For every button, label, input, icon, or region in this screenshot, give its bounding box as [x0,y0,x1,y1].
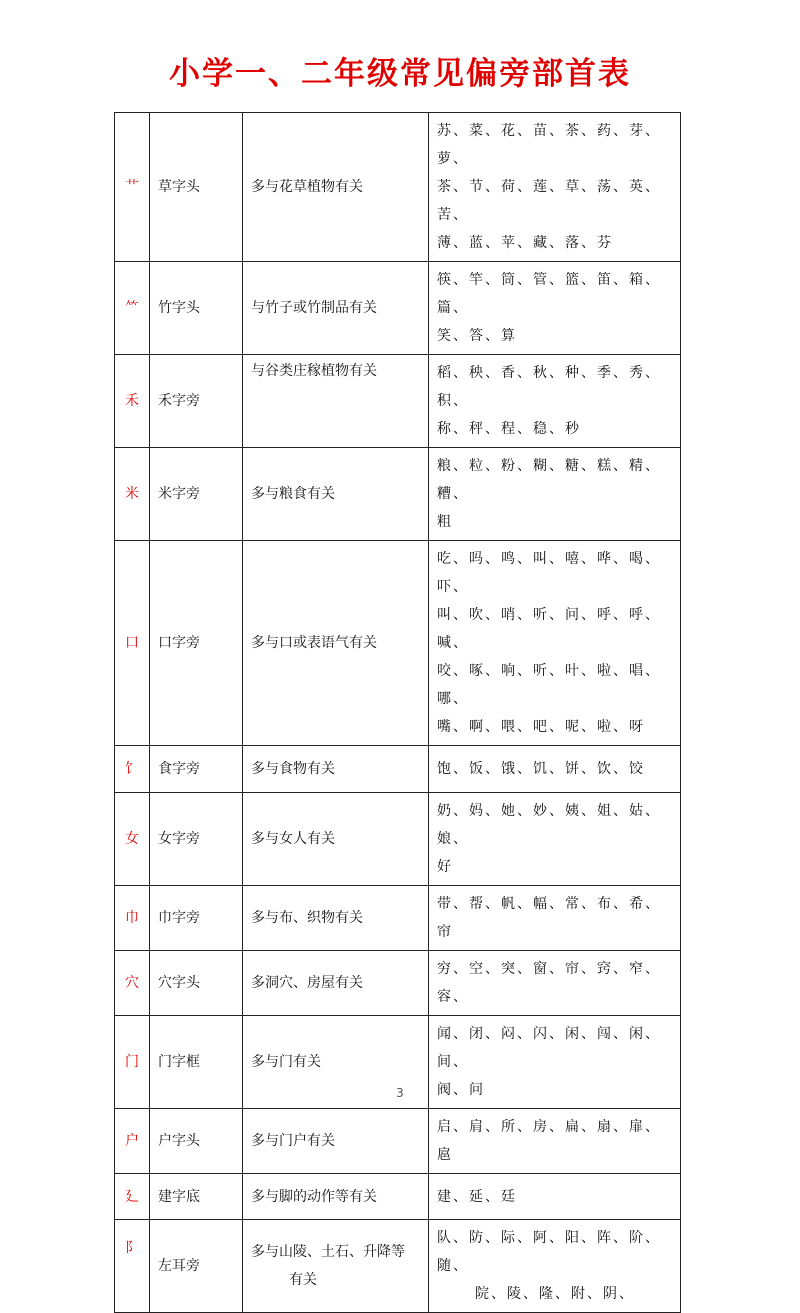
table-row [115,355,681,448]
chars-cell [429,1109,681,1174]
radical-cell: 巾 [115,886,150,951]
meaning-cell: 多与布、织物有关 [243,886,429,951]
table-row [115,113,681,262]
meaning-line-text: 有关 [289,1272,317,1288]
meaning-cell: 与竹子或竹制品有关 [243,262,429,355]
chars-line: 苏、菜、花、苗、茶、药、芽、萝、 [437,123,661,167]
chars-cell [429,951,681,1016]
table-row [115,793,681,886]
radical-cell: 口 [115,541,150,746]
radical-cell: 穴 [115,951,150,1016]
chars-line: 粗 [437,514,453,530]
name-cell: 穴字头 [150,951,243,1016]
chars-line: 吃、吗、鸣、叫、嘻、哗、喝、吓、 [437,551,661,595]
name-cell: 门字框 [150,1016,243,1109]
radical-cell: 女 [115,793,150,886]
name-cell: 女字旁 [150,793,243,886]
radical-table [114,112,681,1313]
chars-line: 茶、节、荷、莲、草、荡、英、苦、 [437,179,661,223]
table-row [115,1109,681,1174]
chars-line: 穷、空、突、窗、帘、窍、窄、容、 [437,961,661,1005]
chars-cell [429,541,681,746]
page-title: 小学一、二年级常见偏旁部首表 [169,56,631,92]
meaning-cell: 与谷类庄稼植物有关 [243,355,429,448]
table-row [115,1220,681,1313]
radical-cell: 艹 [115,113,150,262]
name-cell: 禾字旁 [150,355,243,448]
chars-line-text: 院、陵、隆、附、阴、 [475,1286,635,1302]
chars-line: 粮、粒、粉、糊、糖、糕、精、糟、 [437,458,661,502]
name-cell: 竹字头 [150,262,243,355]
chars-cell [429,793,681,886]
chars-line: 笑、答、算 [437,328,517,344]
meaning-cell: 多与女人有关 [243,793,429,886]
meaning-cell: 多与花草植物有关 [243,113,429,262]
radical-cell: 廴 [115,1174,150,1220]
meaning-line [251,1266,420,1294]
name-cell: 草字头 [150,113,243,262]
chars-cell [429,262,681,355]
table-row [115,1174,681,1220]
chars-line: 队、防、际、阿、阳、阵、阶、随、 [437,1230,661,1274]
name-cell: 建字底 [150,1174,243,1220]
chars-cell [429,746,681,793]
chars-cell [429,355,681,448]
chars-cell [429,1220,681,1313]
chars-line: 薄、蓝、苹、藏、落、芬 [437,235,613,251]
radical-cell: 门 [115,1016,150,1109]
name-cell: 食字旁 [150,746,243,793]
chars-line: 启、肩、所、房、扁、扇、扉、扈 [437,1119,661,1163]
meaning-cell: 多与脚的动作等有关 [243,1174,429,1220]
name-cell: 巾字旁 [150,886,243,951]
chars-line: 建、延、廷 [437,1188,517,1205]
chars-line: 稻、秧、香、秋、种、季、秀、积、 [437,365,661,409]
name-cell: 左耳旁 [150,1220,243,1313]
table-row [115,541,681,746]
chars-line [437,1280,672,1308]
chars-line: 阀、问 [437,1082,485,1098]
chars-line: 闻、闭、闷、闪、闲、闯、闲、间、 [437,1026,661,1070]
radical-cell: 米 [115,448,150,541]
meaning-cell: 多与门有关 [243,1016,429,1109]
chars-line: 好 [437,859,453,875]
chars-line: 奶、妈、她、妙、姨、姐、姑、娘、 [437,803,661,847]
table-row [115,746,681,793]
radical-cell: 饣 [115,746,150,793]
table-row [115,886,681,951]
chars-line: 咬、啄、响、听、叶、啦、唱、哪、 [437,663,661,707]
chars-cell [429,448,681,541]
table-row [115,262,681,355]
meaning-cell: 多与食物有关 [243,746,429,793]
chars-line: 饱、饭、饿、饥、饼、饮、饺 [437,761,645,777]
meaning-cell: 多与粮食有关 [243,448,429,541]
name-cell: 口字旁 [150,541,243,746]
radical-cell: 禾 [115,355,150,448]
meaning-line: 多与山陵、土石、升降等 [251,1244,405,1260]
meaning-cell: 多与口或表语气有关 [243,541,429,746]
chars-line: 称、秤、程、稳、秒 [437,421,581,437]
meaning-cell: 多与门户有关 [243,1109,429,1174]
chars-line: 嘴、啊、喂、吧、呢、啦、呀 [437,719,645,735]
meaning-cell [243,1220,429,1313]
chars-line: 叫、吹、哨、听、问、呼、呼、喊、 [437,607,661,651]
chars-cell [429,113,681,262]
meaning-cell: 多洞穴、房屋有关 [243,951,429,1016]
radical-cell: 户 [115,1109,150,1174]
radical-cell: 阝 [115,1220,150,1313]
chars-cell [429,1174,681,1220]
chars-line: 带、帮、帆、幅、常、布、希、帘 [437,896,661,940]
chars-line: 筷、竿、筒、管、篮、笛、箱、篇、 [437,272,661,316]
chars-cell [429,886,681,951]
table-row [115,448,681,541]
radical-cell: ⺮ [115,262,150,355]
name-cell: 户字头 [150,1109,243,1174]
page-number: 3 [396,1086,404,1100]
name-cell: 米字旁 [150,448,243,541]
table-row [115,951,681,1016]
